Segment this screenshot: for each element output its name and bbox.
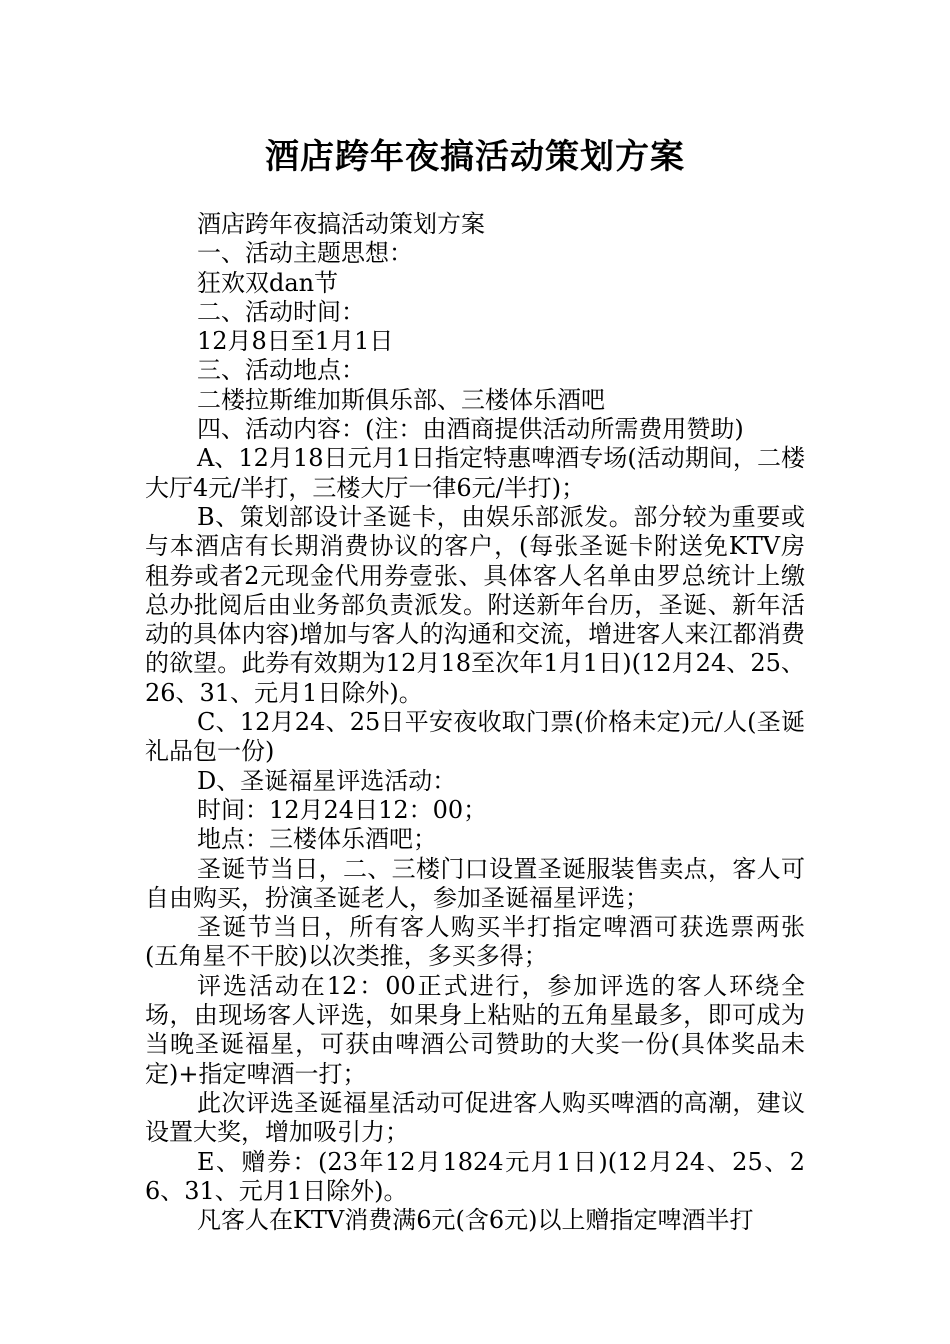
paragraph-section-theme: 一、活动主题思想： [197,239,413,268]
paragraph-venue-value: 二楼拉斯维加斯俱乐部、三楼体乐酒吧 [197,385,605,414]
paragraph-item-b: B、策划部设计圣诞卡，由娱乐部派发。部分较为重要或与本酒店有长期消费协议的客户，(每张圣诞卡附送免KTV房租券或者2元现金代用券壹张、具体客人名单由罗总统计上缴总办批阅后由业务部负责派发。附送新年台历，圣诞、新年活动的具体内容)增加与客人的沟通和交流，增进客人来江都消费的欲望。此券有效期为12月18至次年1月1日)(12月24、25、26、31、元月1日除外)。 [145,502,805,707]
paragraph-d-suggestion: 此次评选圣诞福星活动可促进客人购买啤酒的高潮，建议设置大奖，增加吸引力； [145,1088,805,1147]
paragraph-d-venue: 地点：三楼体乐酒吧； [197,825,437,854]
paragraph-section-content: 四、活动内容：(注：由酒商提供活动所需费用赞助) [197,415,744,444]
paragraph-item-e: E、赠券：(23年12月1824元月1日)(12月24、25、26、31、元月1日除外)。 [145,1147,805,1205]
paragraph-d-costume: 圣诞节当日，二、三楼门口设置圣诞服装售卖点，客人可自由购买，扮演圣诞老人，参加圣诞福星评选； [145,854,805,912]
paragraph-item-a: A、12月18日元月1日指定特惠啤酒专场(活动期间，二楼大厅4元/半打，三楼大厅一律6元/半打)； [145,444,805,502]
paragraph-e-gift: 凡客人在KTV消费满6元(含6元)以上赠指定啤酒半打 [197,1206,754,1235]
paragraph-d-selection: 评选活动在12：00正式进行，参加评选的客人环绕全场，由现场客人评选，如果身上粘贴的五角星最多，即可成为当晚圣诞福星，可获由啤酒公司赞助的大奖一份(具体奖品未定)+指定啤酒一打； [145,971,805,1088]
paragraph-d-time: 时间：12月24日12：00； [197,795,488,824]
paragraph-theme-value: 狂欢双dan节 [197,268,339,297]
paragraph-item-c: C、12月24、25日平安夜收取门票(价格未定)元/人(圣诞礼品包一份) [145,708,805,766]
paragraph-d-ballot: 圣诞节当日，所有客人购买半打指定啤酒可获选票两张(五角星不干胶)以次类推，多买多得； [145,913,805,971]
paragraph-section-time: 二、活动时间： [197,297,365,326]
document-body [145,210,805,1235]
document-title: 酒店跨年夜搞活动策划方案 [265,137,685,177]
paragraph-item-d: D、圣诞福星评选活动： [197,766,457,795]
paragraph-section-venue: 三、活动地点： [197,356,365,385]
paragraph-time-value: 12月8日至1月1日 [197,327,394,356]
paragraph-heading-repeat: 酒店跨年夜搞活动策划方案 [197,210,485,238]
